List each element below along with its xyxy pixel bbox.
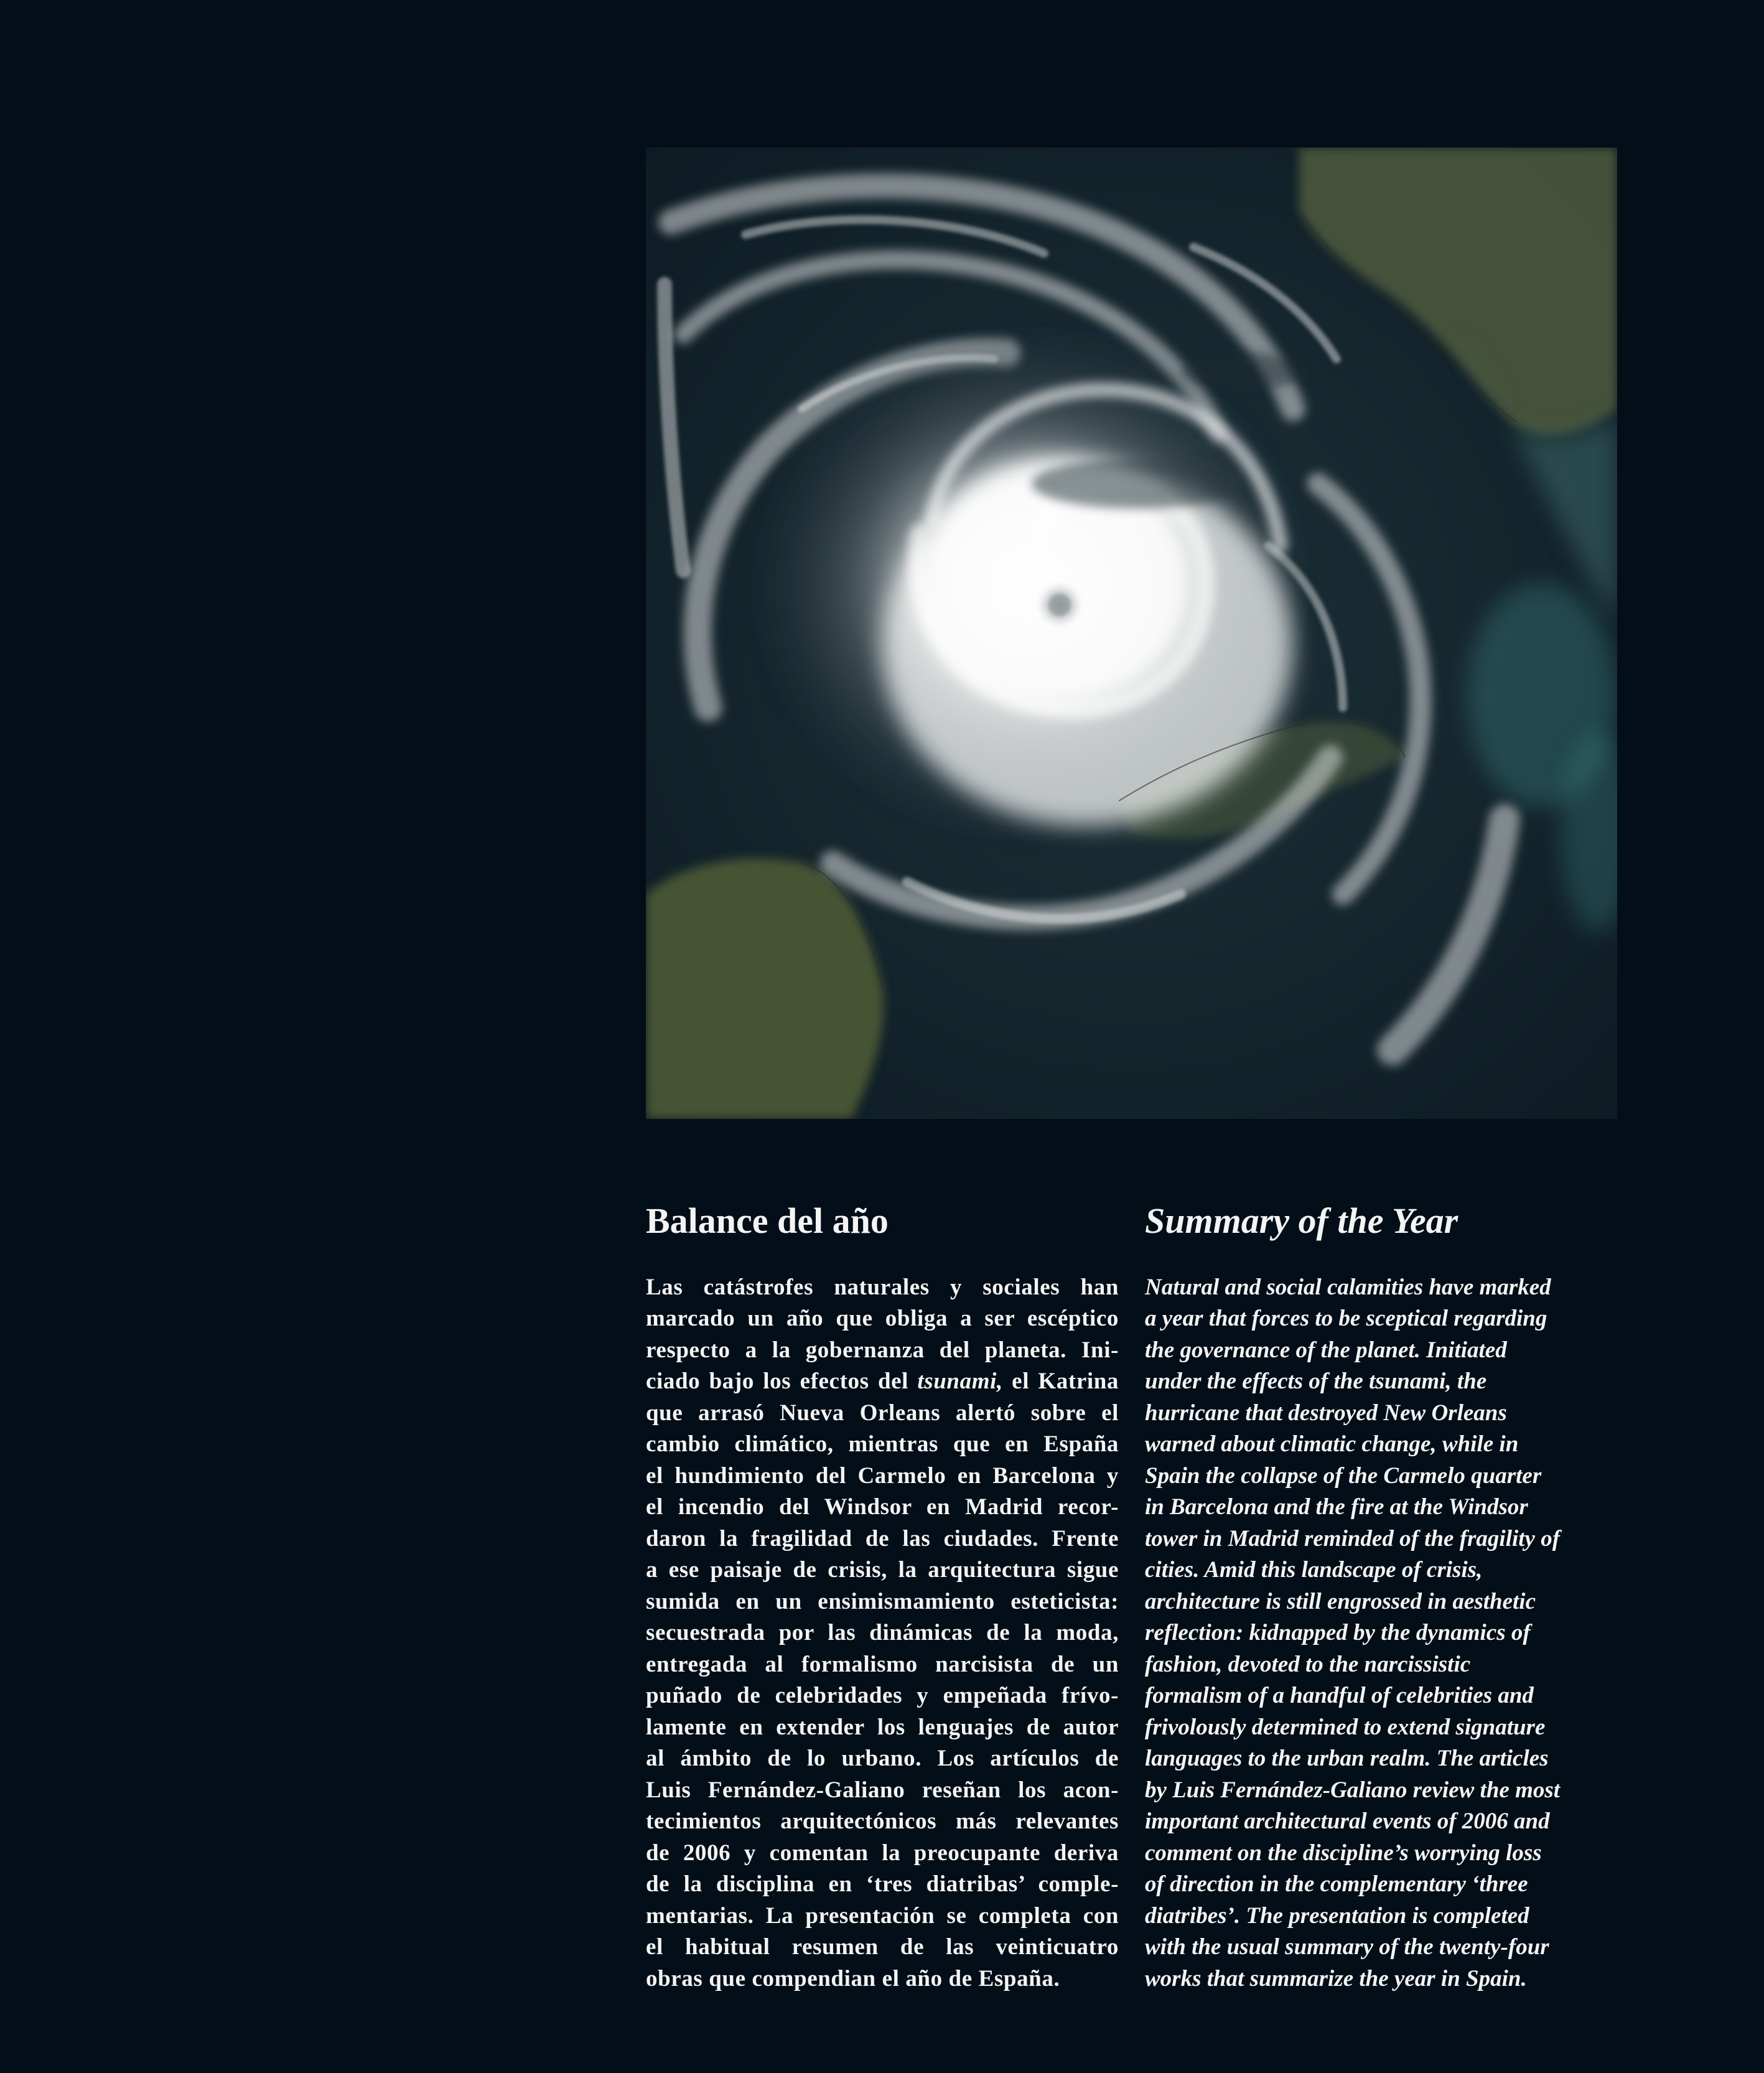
english-line: diatribes’. The presentation is completed	[1145, 1902, 1529, 1929]
english-line: a year that forces to be sceptical regarding	[1145, 1306, 1547, 1332]
english-line: works that summarize the year in Spain.	[1145, 1965, 1527, 1991]
spanish-line: el hundimiento del Carmelo en Barcelona y	[646, 1462, 1119, 1489]
english-line: under the effects of the tsunami, the	[1145, 1369, 1487, 1395]
spanish-line-mixed	[646, 1366, 1119, 1398]
spanish-line: el incendio del Windsor en Madrid recor-	[646, 1494, 1119, 1520]
english-body	[1145, 1272, 1618, 1995]
english-line: reflection: kidnapped by the dynamics of	[1145, 1620, 1531, 1646]
english-line: of direction in the complementary ‘three	[1145, 1871, 1528, 1898]
spanish-line: Las catástrofes naturales y sociales han	[646, 1274, 1119, 1300]
english-line: warned about climatic change, while in	[1145, 1431, 1519, 1458]
english-line: Spain the collapse of the Carmelo quarter	[1145, 1462, 1542, 1489]
spanish-line-end: el Katrina	[1002, 1369, 1119, 1395]
english-line: frivolously determined to extend signature	[1145, 1714, 1546, 1740]
english-line: formalism of a handful of celebrities and	[1145, 1683, 1534, 1709]
spanish-line: el habitual resumen de las veinticuatro	[646, 1934, 1119, 1960]
hurricane-satellite-graphic	[646, 147, 1617, 1119]
english-column	[1145, 1201, 1618, 1995]
spanish-line: tecimientos arquitectónicos más relevantes	[646, 1809, 1119, 1835]
english-line: hurricane that destroyed New Orleans	[1145, 1400, 1507, 1426]
spanish-line: Luis Fernández-Galiano reseñan los acon-	[646, 1777, 1119, 1803]
spanish-line: daron la fragilidad de las ciudades. Frente	[646, 1525, 1119, 1551]
english-line: languages to the urban realm. The articles	[1145, 1746, 1549, 1772]
spanish-line: puñado de celebridades y empeñada frívo-	[646, 1683, 1119, 1709]
spanish-line: lamente en extender los lenguajes de autor	[646, 1714, 1119, 1740]
english-line: the governance of the planet. Initiated	[1145, 1337, 1507, 1363]
spanish-line: que arrasó Nueva Orleans alertó sobre el	[646, 1400, 1119, 1426]
english-line: architecture is still engrossed in aesthetic	[1145, 1588, 1536, 1614]
spanish-line: entregada al formalismo narcisista de un	[646, 1651, 1119, 1677]
spanish-column	[646, 1201, 1119, 1995]
spanish-line: al ámbito de lo urbano. Los artículos de	[646, 1746, 1119, 1772]
spanish-line: marcado un año que obliga a ser escéptico	[646, 1306, 1119, 1332]
spanish-line: a ese paisaje de crisis, la arquitectura sigue	[646, 1557, 1119, 1583]
spanish-line: secuestrada por las dinámicas de la moda,	[646, 1620, 1119, 1646]
english-line: with the usual summary of the twenty-four	[1145, 1934, 1549, 1960]
english-line: fashion, devoted to the narcissistic	[1145, 1651, 1471, 1677]
spanish-line: obras que compendian el año de España.	[646, 1965, 1060, 1991]
english-line: tower in Madrid reminded of the fragility of	[1145, 1525, 1561, 1551]
spanish-line-start: ciado bajo los efectos del	[646, 1369, 918, 1395]
english-line: in Barcelona and the fire at the Windsor	[1145, 1494, 1528, 1520]
english-title: Summary of the Year	[1145, 1200, 1458, 1241]
english-line: comment on the discipline’s worrying loss	[1145, 1840, 1542, 1866]
spanish-line: de 2006 y comentan la preocupante deriva	[646, 1840, 1119, 1866]
english-line: important architectural events of 2006 and	[1145, 1809, 1550, 1835]
spanish-line: cambio climático, mientras que en España	[646, 1431, 1119, 1458]
spanish-title: Balance del año	[646, 1200, 889, 1241]
spanish-line: sumida en un ensimismamiento esteticista:	[646, 1588, 1119, 1614]
spanish-line: respecto a la gobernanza del planeta. Ini-	[646, 1337, 1119, 1363]
spanish-body	[646, 1272, 1119, 1995]
english-line: cities. Amid this landscape of crisis,	[1145, 1557, 1483, 1583]
english-line: by Luis Fernández-Galiano review the most	[1145, 1777, 1561, 1803]
spanish-line: mentarias. La presentación se completa con	[646, 1902, 1119, 1929]
spanish-line: de la disciplina en ‘tres diatribas’ comple-	[646, 1871, 1119, 1898]
hurricane-satellite-image	[646, 147, 1617, 1119]
spanish-italic-word: tsunami,	[917, 1369, 1003, 1395]
english-line: Natural and social calamities have marked	[1145, 1274, 1551, 1300]
